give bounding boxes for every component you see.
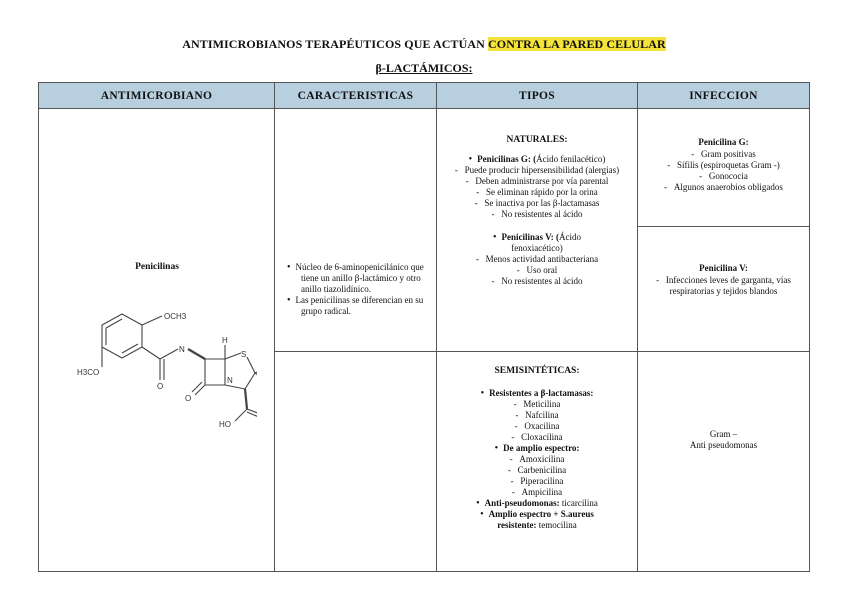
title-text: ANTIMICROBIANOS TERAPÉUTICOS QUE ACTÚAN [182,37,489,51]
caracteristica-item: • Las penicilinas se diferencian en su grupo radical. [287,295,430,317]
penicilina-g-item: - Se inactiva por las β-lactamasas [437,198,637,209]
penicilina-v-item: - Uso oral [437,265,637,276]
label-h: H [222,336,228,345]
document-title [0,37,848,52]
label-n: N [227,376,233,385]
penicilina-g-label: Penicilinas G: ( [477,154,537,164]
caracteristicas-cell [275,109,437,352]
caracteristicas-empty-cell [275,352,437,572]
infeccion-v-cell [638,227,810,352]
infeccion-g-cell [638,109,810,227]
tipos-semisinteticas-cell [437,352,638,572]
label-och3: OCH3 [164,312,187,321]
amplio-saureus-line [437,509,637,531]
amplio-heading [437,443,637,454]
anti-pseudomonas-text: ticarcilina [559,498,598,508]
label-o-amide: O [157,382,164,391]
penicilina-g-item: - Puede producir hipersensibilidad (alergias) [437,165,637,176]
document-subtitle: β-LACTÁMICOS: [375,61,473,75]
label-s: S [241,350,247,359]
anti-pseudomonas-line [437,498,637,509]
penicillin-structure-image [57,287,257,457]
infeccion-g-item: - Gonococia [638,171,809,182]
penicilina-v-heading [437,232,637,254]
penicilina-g-item: - Se eliminan rápido por la orina [437,187,637,198]
infeccion-v-item: - Infecciones leves de garganta, vías respiratorias y tejidos blandos [644,275,803,297]
label-h3co: H3CO [77,368,100,377]
penicilina-v-item: - Menos actividad antibacteriana [437,254,637,265]
infeccion-g-item: - Gram positivas [638,149,809,160]
label-ho: HO [219,420,231,429]
resistentes-item: - Meticilina [437,399,637,410]
resistentes-heading [437,388,637,399]
infeccion-g-title: Penicilina G: [698,137,749,147]
amplio-label: De amplio espectro: [503,443,580,453]
header-infeccion: INFECCION [638,83,810,109]
infeccion-semi-cell [638,352,810,572]
header-caracteristicas: CARACTERISTICAS [275,83,437,109]
label-o-lactam: O [185,394,192,403]
resistentes-item: - Nafcilina [437,410,637,421]
infeccion-v-title: Penicilina V: [699,263,748,273]
naturales-title: NATURALES: [506,135,568,145]
penicilina-g-heading [437,154,637,165]
caracteristica-item: • Núcleo de 6-aminopenicilánico que tiene un anillo β-lactámico y otro anillo tiazolidínico. [287,262,430,295]
benzene-ring [102,314,142,358]
header-tipos: TIPOS [437,83,638,109]
penicilina-v-label: Penicilinas V: ( [501,232,560,242]
penicilina-v-item: - No resistentes al ácido [437,276,637,287]
header-row [39,83,810,109]
infeccion-semi-line1: Gram – [709,429,738,439]
infeccion-g-item: - Sífilis (espiroquetas Gram -) [638,160,809,171]
anti-pseudomonas-label: Anti-pseudomonas: [484,498,560,508]
penicilina-g-item: - Deben administrarse por vía parental [437,176,637,187]
amplio-item: - Carbenicilina [437,465,637,476]
title-highlight: CONTRA LA PARED CELULAR [488,37,666,51]
resistentes-item: - Cloxacilina [437,432,637,443]
header-antimicrobiano: ANTIMICROBIANO [39,83,275,109]
amplio-item: - Ampicilina [437,487,637,498]
semisinteticas-title: SEMISINTÉTICAS: [494,366,580,376]
amplio-item: - Amoxicilina [437,454,637,465]
resistentes-label: Resistentes a β-lactamasas: [489,388,594,398]
penicillin-name: Penicilinas [135,262,179,272]
amplio-item: - Piperacilina [437,476,637,487]
infeccion-semi-line2: Anti pseudomonas [689,440,758,450]
penicilina-g-sub: Ácido fenilacético) [536,154,606,164]
label-nh: N [179,345,185,354]
amplio-saureus-text: temocilina [536,520,577,530]
infeccion-g-item: - Algunos anaerobios obligados [638,182,809,193]
resistentes-item: - Oxacilina [437,421,637,432]
penicilina-v-sub: Ácido fenoxiacético) [511,232,582,253]
amplio-saureus-label: Amplio espectro + S.aureus resistente: [488,509,594,530]
penicilina-g-item: - No resistentes al ácido [437,209,637,220]
antimicrobial-table [38,82,810,572]
tipos-naturales-cell [437,109,638,352]
antimicrobiano-cell [39,109,275,572]
